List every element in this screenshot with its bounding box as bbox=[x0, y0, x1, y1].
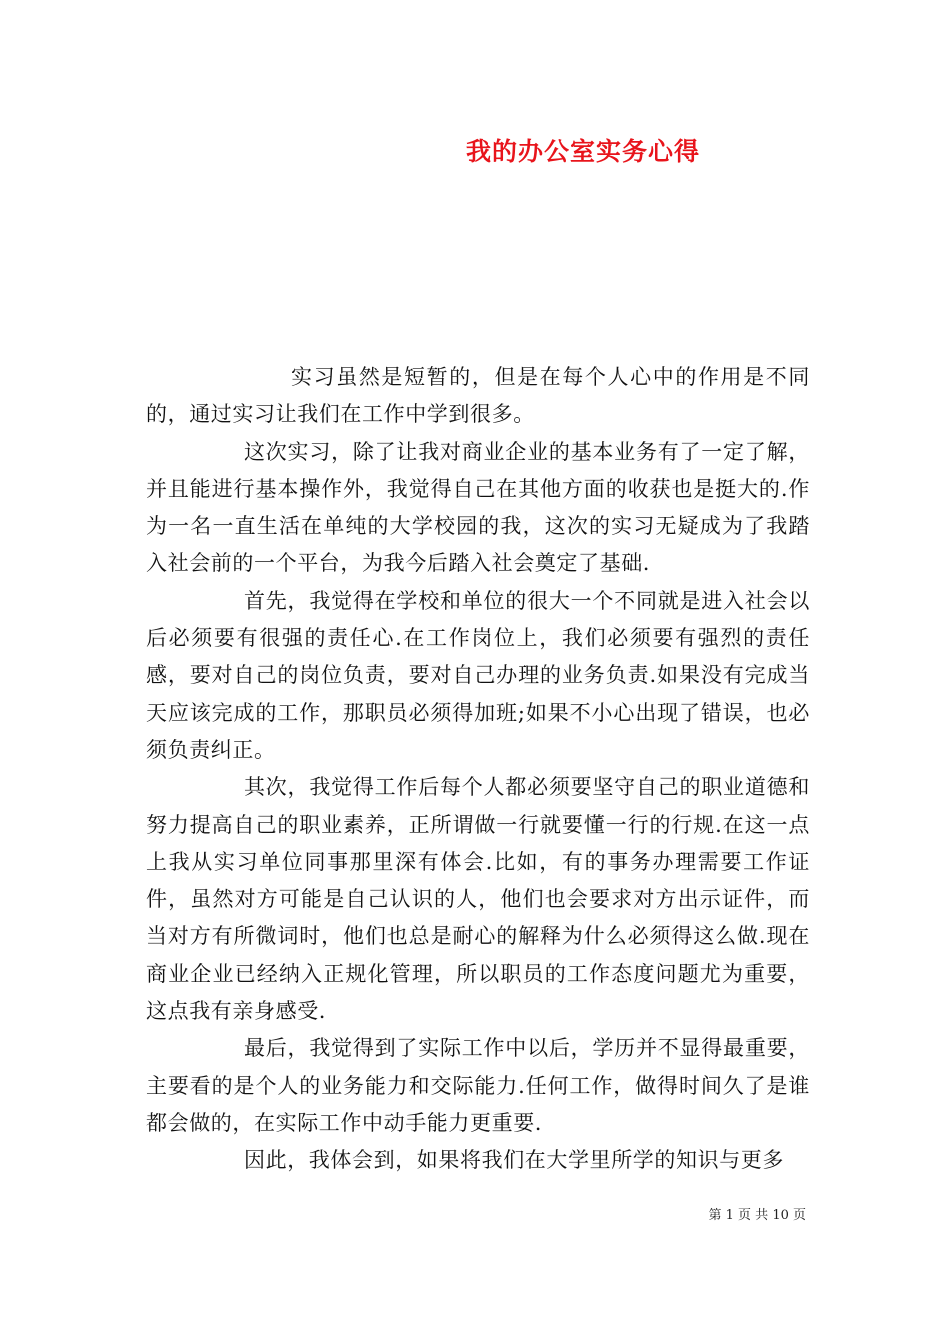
paragraph: 这次实习，除了让我对商业企业的基本业务有了一定了解，并且能进行基本操作外，我觉得自己在其他方面的收获也是挺大的.作为一名一直生活在单纯的大学校园的我，这次的实习无疑成为了我踏入社会前的一个平台，为我今后踏入社会奠定了基础. bbox=[146, 439, 810, 576]
document-title: 我的办公室实务心得 bbox=[465, 137, 700, 166]
paragraph: 最后，我觉得到了实际工作中以后，学历并不显得最重要，主要看的是个人的业务能力和交际能力.任何工作，做得时间久了是谁都会做的，在实际工作中动手能力更重要. bbox=[146, 1036, 810, 1135]
paragraph: 其次，我觉得工作后每个人都必须要坚守自己的职业道德和努力提高自己的职业素养，正所谓做一行就要懂一行的行规.在这一点上我从实习单位同事那里深有体会.比如，有的事务办理需要工作证件，虽然对方可能是自己认识的人，他们也会要求对方出示证件，而当对方有所微词时，他们也总是耐心的解释为什么必须得这么做.现在商业企业已经纳入正规化管理，所以职员的工作态度问题尤为重要，这点我有亲身感受. bbox=[146, 775, 810, 1024]
page-footer: 第 1 页 共 10 页 bbox=[708, 1208, 806, 1223]
paragraph: 实习虽然是短暂的，但是在每个人心中的作用是不同的，通过实习让我们在工作中学到很多。 bbox=[146, 365, 810, 427]
document-body bbox=[146, 359, 810, 1180]
paragraph: 首先，我觉得在学校和单位的很大一个不同就是进入社会以后必须要有很强的责任心.在工作岗位上，我们必须要有强烈的责任感，要对自己的岗位负责，要对自己办理的业务负责.如果没有完成当天应该完成的工作，那职员必须得加班;如果不小心出现了错误，也必须负责纠正。 bbox=[146, 588, 810, 762]
paragraph: 因此，我体会到，如果将我们在大学里所学的知识与更多 bbox=[244, 1148, 784, 1173]
